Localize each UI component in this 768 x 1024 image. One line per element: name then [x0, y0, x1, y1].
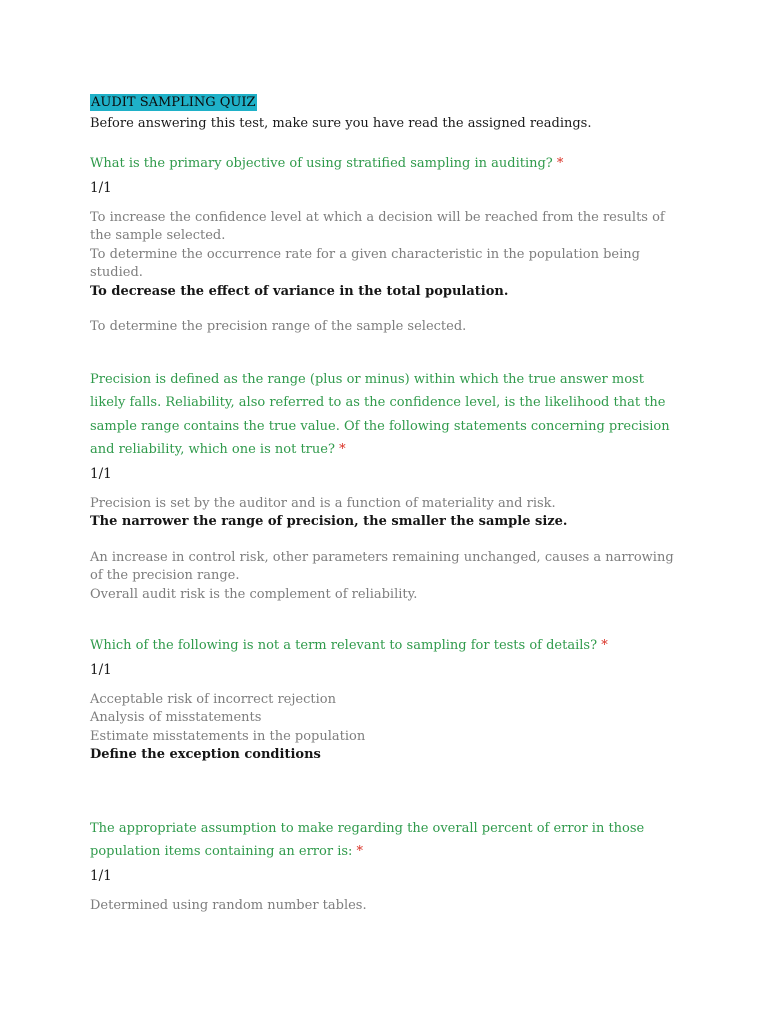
- question-2-score: 1/1: [90, 465, 112, 482]
- answer-option[interactable]: Determined using random number tables.: [90, 897, 367, 913]
- required-mark: *: [356, 844, 364, 859]
- answer-option[interactable]: To determine the precision range of the sample selected.: [90, 319, 467, 334]
- answer-option-selected[interactable]: To decrease the effect of variance in the total population.: [90, 283, 509, 299]
- question-4: [90, 817, 680, 916]
- required-mark: *: [601, 638, 608, 653]
- question-4-score: 1/1: [90, 867, 112, 884]
- question-1-score: 1/1: [90, 179, 112, 196]
- answer-option-selected[interactable]: Define the exception conditions: [90, 747, 321, 762]
- question-3-text: Which of the following is not a term relevant to sampling for tests of details?: [90, 638, 598, 653]
- answer-option[interactable]: An increase in control risk, other parameters remaining unchanged, causes a narrowing of the precision range.: [90, 549, 674, 583]
- question-2-text: Precision is defined as the range (plus or minus) within which the true answer most likely falls. Reliability, also referred to as the confidence level, is the likelihood that the sample range contains the true value. Of the following statements concerning precision and reliability, which one is not true?: [90, 371, 670, 457]
- answer-option[interactable]: Precision is set by the auditor and is a function of materiality and risk.: [90, 495, 556, 511]
- question-2-options: [90, 495, 680, 605]
- required-mark: *: [556, 156, 564, 171]
- question-3: [90, 634, 680, 765]
- answer-option[interactable]: Acceptable risk of incorrect rejection: [90, 691, 336, 707]
- quiz-intro: Before answering this test, make sure you have read the assigned readings.: [90, 116, 592, 131]
- question-3-options: [90, 691, 680, 765]
- question-4-text: The appropriate assumption to make regarding the overall percent of error in those population items containing an error is:: [90, 820, 645, 859]
- quiz-title: AUDIT SAMPLING QUIZ: [91, 95, 256, 110]
- question-text: [90, 634, 680, 658]
- answer-option[interactable]: Overall audit risk is the complement of reliability.: [90, 586, 418, 602]
- question-text: [90, 368, 680, 462]
- required-mark: *: [339, 442, 346, 457]
- question-1-text: What is the primary objective of using stratified sampling in auditing?: [90, 156, 553, 171]
- answer-option-selected[interactable]: The narrower the range of precision, the smaller the sample size.: [90, 514, 568, 529]
- answer-option[interactable]: Analysis of misstatements: [90, 710, 262, 725]
- question-4-options: [90, 897, 680, 916]
- quiz-page: [90, 94, 680, 915]
- answer-option[interactable]: Estimate misstatements in the population: [90, 728, 366, 744]
- question-1-options: [90, 209, 680, 337]
- answer-option[interactable]: To determine the occurrence rate for a given characteristic in the population being studied.: [90, 246, 640, 280]
- question-3-score: 1/1: [90, 661, 112, 678]
- question-2: [90, 368, 680, 605]
- question-text: [90, 152, 680, 176]
- answer-option[interactable]: To increase the confidence level at which a decision will be reached from the results of the sample selected.: [90, 209, 665, 243]
- question-1: [90, 152, 680, 337]
- question-text: [90, 817, 680, 864]
